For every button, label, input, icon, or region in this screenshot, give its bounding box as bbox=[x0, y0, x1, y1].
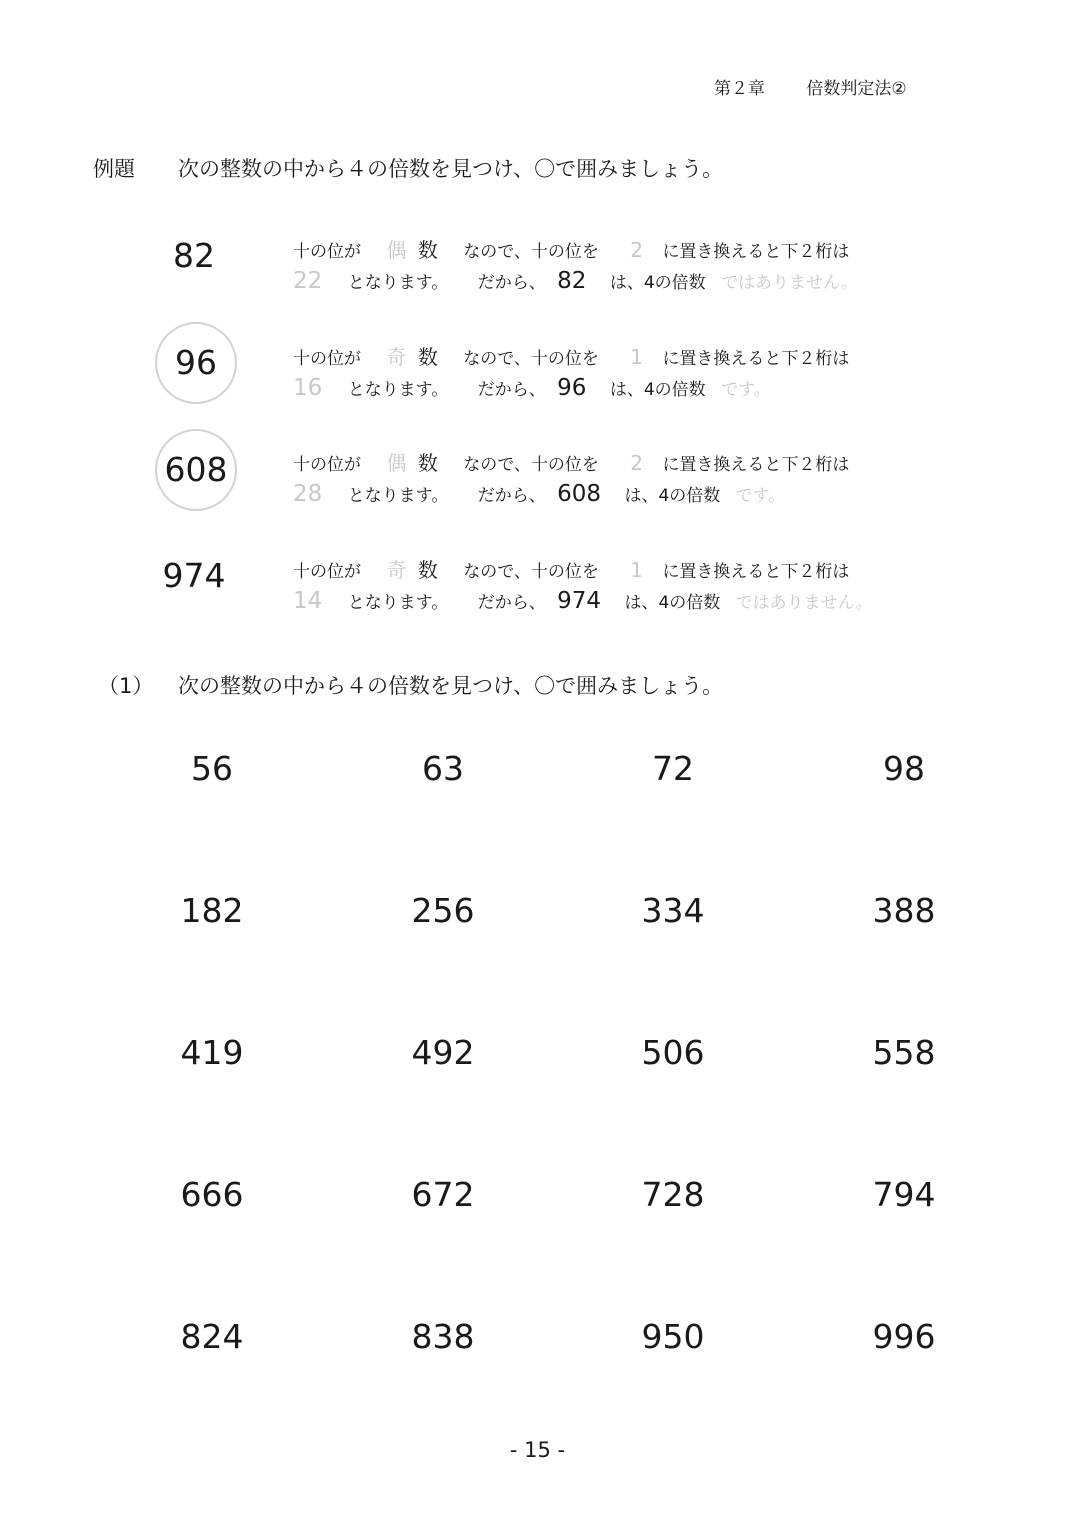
text-multiple-of-4: は、4の倍数 bbox=[624, 593, 721, 613]
text-tens-digit: 十の位が bbox=[293, 349, 361, 369]
problem-number[interactable]: 182 bbox=[180, 891, 244, 930]
problem-number[interactable]: 419 bbox=[180, 1033, 244, 1072]
text-multiple-of-4: は、4の倍数 bbox=[609, 273, 706, 293]
problem-instruction: 次の整数の中から４の倍数を見つけ、〇で囲みましょう。 bbox=[178, 674, 724, 698]
explanation-line-2 bbox=[293, 588, 873, 614]
explanation-line-2 bbox=[293, 268, 858, 294]
example-instruction: 次の整数の中から４の倍数を見つけ、〇で囲みましょう。 bbox=[178, 157, 724, 181]
text-multiple-of-4: は、4の倍数 bbox=[609, 380, 706, 400]
answer-last-two-digits: 16 bbox=[293, 375, 323, 401]
inline-number: 974 bbox=[557, 588, 602, 614]
text-nanode: なので、十の位を bbox=[463, 349, 599, 369]
answer-replace-digit: 1 bbox=[630, 345, 644, 369]
problem-number[interactable]: 794 bbox=[872, 1175, 936, 1214]
text-dakara: だから、 bbox=[477, 273, 546, 293]
text-nanode: なので、十の位を bbox=[463, 242, 599, 262]
problem-number[interactable]: 824 bbox=[180, 1317, 244, 1356]
text-nanode: なので、十の位を bbox=[463, 562, 599, 582]
text-multiple-of-4: は、4の倍数 bbox=[624, 486, 721, 506]
problem-number[interactable]: 666 bbox=[180, 1175, 244, 1214]
answer-circle bbox=[155, 429, 237, 511]
problem-number[interactable]: 728 bbox=[641, 1175, 705, 1214]
answer-last-two-digits: 14 bbox=[293, 588, 323, 614]
answer-circle bbox=[155, 322, 237, 404]
text-narimasu: となります。 bbox=[347, 380, 449, 400]
example-label: 例題 bbox=[93, 157, 135, 181]
explanation-line-1 bbox=[293, 447, 849, 476]
problem-number[interactable]: 388 bbox=[872, 891, 936, 930]
answer-replace-digit: 2 bbox=[630, 238, 644, 262]
inline-number: 82 bbox=[557, 268, 587, 294]
answer-conclusion: です。 bbox=[721, 380, 771, 400]
answer-parity: 奇 bbox=[386, 345, 407, 369]
example-number: 96 bbox=[175, 343, 217, 382]
text-su: 数 bbox=[417, 238, 438, 262]
problem-number[interactable]: 492 bbox=[411, 1033, 475, 1072]
answer-replace-digit: 2 bbox=[630, 451, 644, 475]
example-number: 974 bbox=[162, 556, 226, 595]
answer-last-two-digits: 22 bbox=[293, 268, 323, 294]
text-su: 数 bbox=[417, 558, 438, 582]
example-number: 608 bbox=[164, 450, 228, 489]
example-number: 82 bbox=[173, 236, 215, 275]
text-nanode: なので、十の位を bbox=[463, 455, 599, 475]
explanation-line-1 bbox=[293, 234, 849, 263]
problem-number[interactable]: 996 bbox=[872, 1317, 936, 1356]
problem-number[interactable]: 56 bbox=[191, 749, 233, 788]
text-dakara: だから、 bbox=[477, 593, 546, 613]
explanation-line-2 bbox=[293, 481, 785, 507]
answer-replace-digit: 1 bbox=[630, 558, 644, 582]
text-replace: に置き換えると下２桁は bbox=[662, 242, 850, 262]
chapter-number: 第２章 bbox=[714, 79, 765, 99]
text-tens-digit: 十の位が bbox=[293, 455, 361, 475]
inline-number: 96 bbox=[557, 375, 587, 401]
answer-parity: 偶 bbox=[386, 238, 407, 262]
explanation-line-1 bbox=[293, 554, 849, 583]
text-narimasu: となります。 bbox=[347, 273, 449, 293]
text-replace: に置き換えると下２桁は bbox=[662, 562, 850, 582]
text-replace: に置き換えると下２桁は bbox=[662, 349, 850, 369]
text-narimasu: となります。 bbox=[347, 486, 449, 506]
chapter-title: 倍数判定法② bbox=[806, 79, 907, 99]
text-dakara: だから、 bbox=[477, 486, 546, 506]
problem-number[interactable]: 256 bbox=[411, 891, 475, 930]
problem-number[interactable]: 506 bbox=[641, 1033, 705, 1072]
text-dakara: だから、 bbox=[477, 380, 546, 400]
chapter-header bbox=[714, 74, 907, 99]
text-su: 数 bbox=[417, 451, 438, 475]
explanation-line-2 bbox=[293, 375, 771, 401]
answer-conclusion: です。 bbox=[735, 486, 786, 506]
answer-conclusion: ではありません。 bbox=[735, 593, 873, 613]
answer-last-two-digits: 28 bbox=[293, 481, 323, 507]
problem-number[interactable]: 334 bbox=[641, 891, 705, 930]
answer-conclusion: ではありません。 bbox=[721, 273, 859, 293]
problem-label: （1） bbox=[98, 674, 154, 698]
problem-number[interactable]: 72 bbox=[652, 749, 694, 788]
problem-number[interactable]: 950 bbox=[641, 1317, 705, 1356]
problem-number[interactable]: 98 bbox=[883, 749, 925, 788]
text-narimasu: となります。 bbox=[347, 593, 449, 613]
explanation-line-1 bbox=[293, 341, 849, 370]
answer-parity: 偶 bbox=[386, 451, 407, 475]
text-replace: に置き換えると下２桁は bbox=[662, 455, 850, 475]
answer-parity: 奇 bbox=[386, 558, 407, 582]
problem-number[interactable]: 672 bbox=[411, 1175, 475, 1214]
page-number: - 15 - bbox=[509, 1438, 566, 1462]
problem-number[interactable]: 558 bbox=[872, 1033, 936, 1072]
text-tens-digit: 十の位が bbox=[293, 562, 361, 582]
problem-number[interactable]: 63 bbox=[422, 749, 464, 788]
text-su: 数 bbox=[417, 345, 438, 369]
text-tens-digit: 十の位が bbox=[293, 242, 361, 262]
inline-number: 608 bbox=[557, 481, 602, 507]
problem-number[interactable]: 838 bbox=[411, 1317, 475, 1356]
